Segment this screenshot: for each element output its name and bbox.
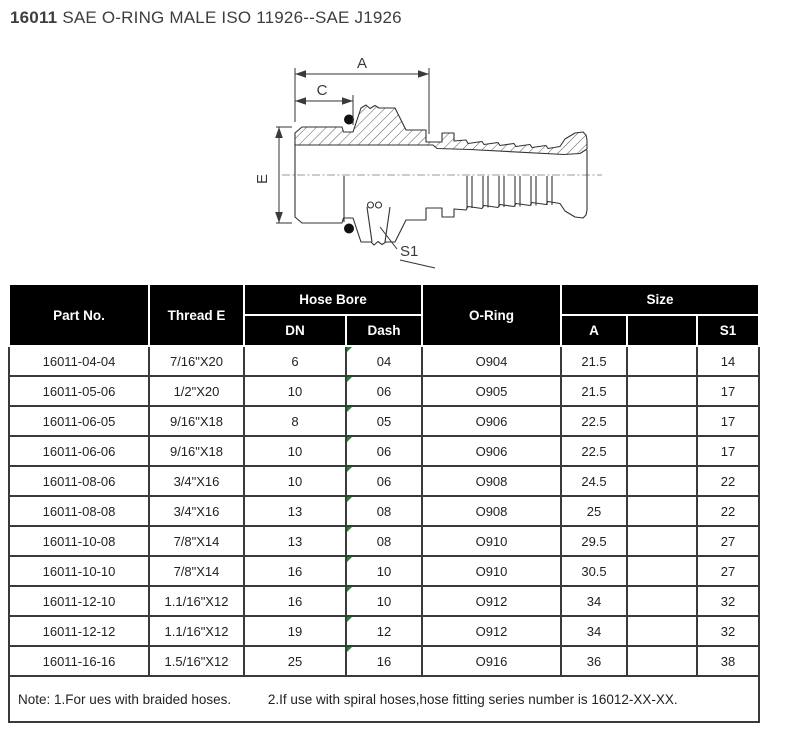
oring-cell: O908 <box>422 496 561 526</box>
dn-cell: 13 <box>244 526 346 556</box>
fitting-section-top <box>295 105 587 155</box>
oring-cell: O912 <box>422 586 561 616</box>
table-row <box>9 526 759 556</box>
header-o-ring: O-Ring <box>422 284 561 346</box>
fitting-technical-drawing <box>230 55 650 275</box>
size-mid-cell <box>627 466 697 496</box>
size-a-cell: 22.5 <box>561 406 627 436</box>
note-row <box>9 676 759 722</box>
oring-cell: O904 <box>422 346 561 376</box>
thread-cell: 1.1/16"X12 <box>149 616 244 646</box>
page-title <box>10 8 402 28</box>
dn-cell: 10 <box>244 376 346 406</box>
dash-cell: 08 <box>346 496 422 526</box>
dim-s1-label: S1 <box>400 243 419 260</box>
oring-cell: O906 <box>422 436 561 466</box>
dash-cell: 06 <box>346 436 422 466</box>
note-item-1: 1.For ues with braided hoses. <box>54 691 232 707</box>
dash-cell: 08 <box>346 526 422 556</box>
dim-a-label: A <box>356 55 368 72</box>
fitting-body-bottom <box>295 143 587 245</box>
size-a-cell: 29.5 <box>561 526 627 556</box>
size-mid-cell <box>627 406 697 436</box>
size-s1-cell: 38 <box>697 646 759 676</box>
thread-cell: 1.1/16"X12 <box>149 586 244 616</box>
dash-cell: 16 <box>346 646 422 676</box>
part-no-cell: 16011-16-16 <box>9 646 149 676</box>
size-s1-cell: 32 <box>697 586 759 616</box>
spec-table-header <box>9 284 759 346</box>
dn-cell: 6 <box>244 346 346 376</box>
dash-cell: 12 <box>346 616 422 646</box>
size-mid-cell <box>627 376 697 406</box>
oring-cell: O916 <box>422 646 561 676</box>
oring-cell: O910 <box>422 556 561 586</box>
title-text: SAE O-RING MALE ISO 11926--SAE J1926 <box>62 8 402 27</box>
table-row <box>9 616 759 646</box>
dash-cell: 10 <box>346 556 422 586</box>
size-mid-cell <box>627 346 697 376</box>
part-no-cell: 16011-08-08 <box>9 496 149 526</box>
table-row <box>9 406 759 436</box>
dn-cell: 16 <box>244 586 346 616</box>
thread-cell: 1/2"X20 <box>149 376 244 406</box>
size-s1-cell: 27 <box>697 526 759 556</box>
thread-cell: 3/4"X16 <box>149 496 244 526</box>
header-size-s1: S1 <box>697 315 759 346</box>
dash-cell: 06 <box>346 466 422 496</box>
part-series-code: 16011 <box>10 8 58 27</box>
size-a-cell: 24.5 <box>561 466 627 496</box>
dim-e-label: E <box>254 173 271 185</box>
spec-table-body <box>9 346 759 676</box>
part-no-cell: 16011-06-06 <box>9 436 149 466</box>
dash-cell: 06 <box>346 376 422 406</box>
size-mid-cell <box>627 586 697 616</box>
size-mid-cell <box>627 496 697 526</box>
oring-cell: O908 <box>422 466 561 496</box>
oring-cell: O912 <box>422 616 561 646</box>
table-row <box>9 436 759 466</box>
size-mid-cell <box>627 646 697 676</box>
dn-cell: 8 <box>244 406 346 436</box>
size-s1-cell: 22 <box>697 496 759 526</box>
oring-cell: O905 <box>422 376 561 406</box>
dn-cell: 16 <box>244 556 346 586</box>
thread-cell: 1.5/16"X12 <box>149 646 244 676</box>
size-a-cell: 21.5 <box>561 376 627 406</box>
size-s1-cell: 14 <box>697 346 759 376</box>
part-no-cell: 16011-10-10 <box>9 556 149 586</box>
thread-cell: 9/16"X18 <box>149 436 244 466</box>
header-dn: DN <box>244 315 346 346</box>
part-no-cell: 16011-04-04 <box>9 346 149 376</box>
dn-cell: 25 <box>244 646 346 676</box>
size-a-cell: 36 <box>561 646 627 676</box>
size-mid-cell <box>627 556 697 586</box>
size-a-cell: 34 <box>561 586 627 616</box>
part-no-cell: 16011-10-08 <box>9 526 149 556</box>
thread-cell: 9/16"X18 <box>149 406 244 436</box>
part-no-cell: 16011-12-10 <box>9 586 149 616</box>
table-row <box>9 376 759 406</box>
thread-cell: 3/4"X16 <box>149 466 244 496</box>
dn-cell: 13 <box>244 496 346 526</box>
header-dash: Dash <box>346 315 422 346</box>
size-mid-cell <box>627 526 697 556</box>
dash-cell: 10 <box>346 586 422 616</box>
size-a-cell: 21.5 <box>561 346 627 376</box>
size-a-cell: 30.5 <box>561 556 627 586</box>
dn-cell: 10 <box>244 466 346 496</box>
dn-cell: 10 <box>244 436 346 466</box>
dash-cell: 05 <box>346 406 422 436</box>
part-no-cell: 16011-05-06 <box>9 376 149 406</box>
header-hose-bore: Hose Bore <box>244 284 422 315</box>
size-mid-cell <box>627 436 697 466</box>
header-size: Size <box>561 284 759 315</box>
spec-table-footer <box>9 676 759 722</box>
table-row <box>9 646 759 676</box>
size-a-cell: 25 <box>561 496 627 526</box>
size-s1-cell: 17 <box>697 406 759 436</box>
dim-c-label: C <box>316 82 328 99</box>
header-size-mid <box>627 315 697 346</box>
note-label: Note: <box>18 691 51 707</box>
spec-table <box>8 283 760 723</box>
size-s1-cell: 32 <box>697 616 759 646</box>
oring-cell: O906 <box>422 406 561 436</box>
part-no-cell: 16011-06-05 <box>9 406 149 436</box>
thread-cell: 7/8"X14 <box>149 556 244 586</box>
header-part-no: Part No. <box>9 284 149 346</box>
note-item-2: 2.If use with spiral hoses,hose fitting series number is 16012-XX-XX. <box>267 691 678 707</box>
s1-callout <box>380 227 435 268</box>
table-row <box>9 346 759 376</box>
part-no-cell: 16011-08-06 <box>9 466 149 496</box>
size-a-cell: 34 <box>561 616 627 646</box>
size-s1-cell: 22 <box>697 466 759 496</box>
size-mid-cell <box>627 616 697 646</box>
size-s1-cell: 17 <box>697 436 759 466</box>
size-a-cell: 22.5 <box>561 436 627 466</box>
table-row <box>9 496 759 526</box>
header-thread-e: Thread E <box>149 284 244 346</box>
part-no-cell: 16011-12-12 <box>9 616 149 646</box>
table-row <box>9 556 759 586</box>
table-row <box>9 586 759 616</box>
thread-cell: 7/8"X14 <box>149 526 244 556</box>
oring-cell: O910 <box>422 526 561 556</box>
thread-cell: 7/16"X20 <box>149 346 244 376</box>
dash-cell: 04 <box>346 346 422 376</box>
dn-cell: 19 <box>244 616 346 646</box>
header-size-a: A <box>561 315 627 346</box>
table-row <box>9 466 759 496</box>
size-s1-cell: 27 <box>697 556 759 586</box>
size-s1-cell: 17 <box>697 376 759 406</box>
